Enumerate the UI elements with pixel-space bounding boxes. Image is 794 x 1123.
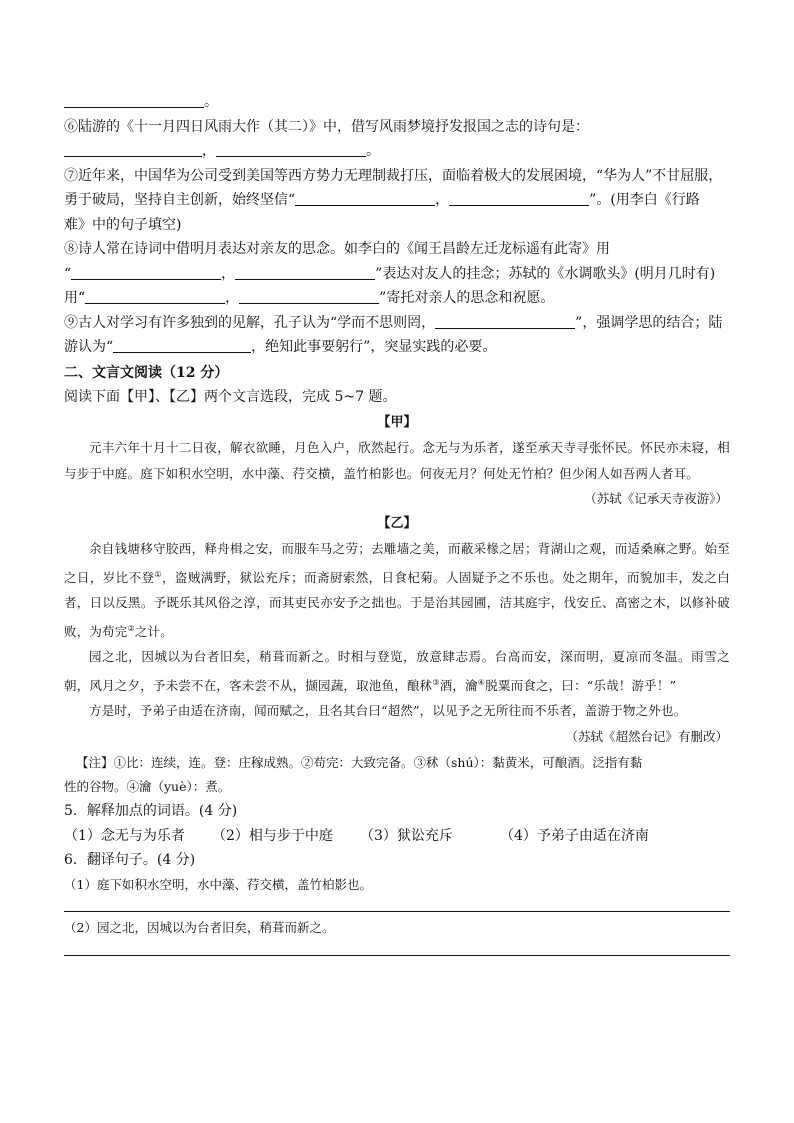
annotation-line-2: 性的谷物。④瀹（yuè）：煮。 (64, 778, 231, 794)
question-5-options (64, 824, 730, 849)
passage-yi-paragraph-3: 方是时，予弟子由适在济南，闻而赋之，且名其台曰“超然”，以见予之无所往而不乐者，盖游于物之外也。 (89, 703, 687, 719)
answer-blank[interactable] (113, 338, 251, 353)
q4-item7-line2: 勇于破局，坚持自主创新，始终坚信“ ， ”。(用李白《行路 (64, 192, 700, 208)
passage-yi-paragraph-2: 园之北，因城以为台者旧矣，稍葺而新之。时相与登览，放意肆志焉。台高而安，深而明，夏凉而冬温。雨雪之朝，风月之夕，予未尝不在，客未尝不从，撷园蔬，取池鱼，酿秫③酒，瀹④脱粟而食之，曰：“乐哉！游乎！” (64, 649, 730, 693)
answer-blank[interactable] (216, 142, 366, 157)
answer-blank[interactable] (435, 314, 575, 329)
answer-blank[interactable] (449, 191, 589, 206)
q4-item8-line1: ⑧诗人常在诗词中借明月表达对亲友的思念。如李白的《闻王昌龄左迁龙标遥有此寄》用 (64, 241, 610, 257)
question-5-option-1: （1）念无与为乐者 (64, 827, 185, 844)
q4-item9-line1: ⑨古人对学习有许多独到的见解，孔子认为“学而不思则罔， ”，强调学思的结合；陆 (64, 314, 723, 331)
passage-yi-paragraph-1: 余自钱塘移守胶西，释舟楫之安，而服车马之劳；去雕墙之美，而蔽采椽之居；背湖山之观，而适桑麻之野。始至之日，岁比不登①，盗贼满野，狱讼充斥；而斋厨索然，日食杞菊。人固疑予之不乐也。处之期年，而貌加丰，发之白者，日以反黑。予既乐其风俗之淳，而其吏民亦安予之拙也。于是治其园圃，洁其庭宇，伐安丘、高密之木，以修补破败，为苟完②之计。 (64, 541, 730, 639)
question-5-option-2: （2）相与步于中庭 (212, 827, 333, 844)
q4-item7-line3: 难》中的句子填空) (64, 216, 182, 233)
answer-blank[interactable] (239, 289, 379, 304)
question-5-stem: 5．解释加点的词语。(4 分) (64, 803, 238, 820)
answer-blank[interactable] (295, 191, 435, 206)
q4-item6: ⑥陆游的《十一月四日风雨大作（其二）》中，借写风雨梦境抒发报国之志的诗句是： (64, 118, 589, 135)
answer-blank[interactable] (64, 142, 202, 157)
answer-blank[interactable] (235, 265, 375, 280)
exam-page (64, 90, 730, 956)
question-5-option-4: （4）予弟子由适在济南 (500, 827, 649, 844)
question-6-sentence-2: （2）园之北，因城以为台者旧矣，稍葺而新之。 (64, 920, 335, 936)
question-6-sentence-1: （1）庭下如积水空明，水中藻、荇交横，盖竹柏影也。 (64, 876, 372, 892)
question-5-option-3: （3）狱讼充斥 (360, 827, 453, 844)
answer-line[interactable] (64, 911, 730, 912)
q4-item6-blanks: ， 。 (64, 139, 730, 164)
annotation-line-1: 【注】①比：连续，连。登：庄稼成熟。②苟完：大致完备。③秫（shú）：黏黄米，可酿酒。泛指有黏 (76, 754, 643, 770)
q4-item8-line2: “ ， ”表达对友人的挂念；苏轼的《水调歌头》(明月几时有) (64, 265, 716, 282)
passage-yi-source: （苏轼《超然台记》有删改） (565, 728, 728, 744)
passage-jia-label: 【甲】 (377, 415, 417, 430)
question-6-stem: 6．翻译句子。(4 分) (64, 852, 196, 869)
answer-blank[interactable] (64, 93, 204, 108)
q4-item9-line2: 游认为“ ，绝知此事要躬行”，突显实践的必要。 (64, 339, 497, 355)
section-heading: 二、文言文阅读（12 分） (64, 364, 229, 381)
q4-item7-line1: ⑦近年来，中国华为公司受到美国等西方势力无理制裁打压，面临着极大的发展困境，“华为人”不甘屈服， (64, 167, 723, 184)
answer-blank[interactable] (71, 265, 221, 280)
section-intro: 阅读下面【甲】、【乙】两个文言选段，完成 5~7 题。 (64, 388, 397, 405)
answer-blank[interactable] (85, 289, 225, 304)
q4-item5-tail: 。 (64, 90, 730, 115)
passage-yi-label: 【乙】 (377, 516, 417, 531)
answer-line[interactable] (64, 955, 730, 956)
passage-jia: 元丰六年十月十二日夜，解衣欲睡，月色入户，欣然起行。念无与为乐者，遂至承天寺寻张怀民。怀民亦未寝，相与步于中庭。庭下如积水空明，水中藻、荇交横，盖竹柏影也。何夜无月？何处无竹柏？但少闲人如吾两人者耳。 (64, 440, 730, 481)
passage-jia-source: （苏轼《记承天寺夜游》） (584, 491, 728, 506)
q4-item8-line3: 用“ ， ”寄托对亲人的思念和祝愿。 (64, 290, 555, 306)
